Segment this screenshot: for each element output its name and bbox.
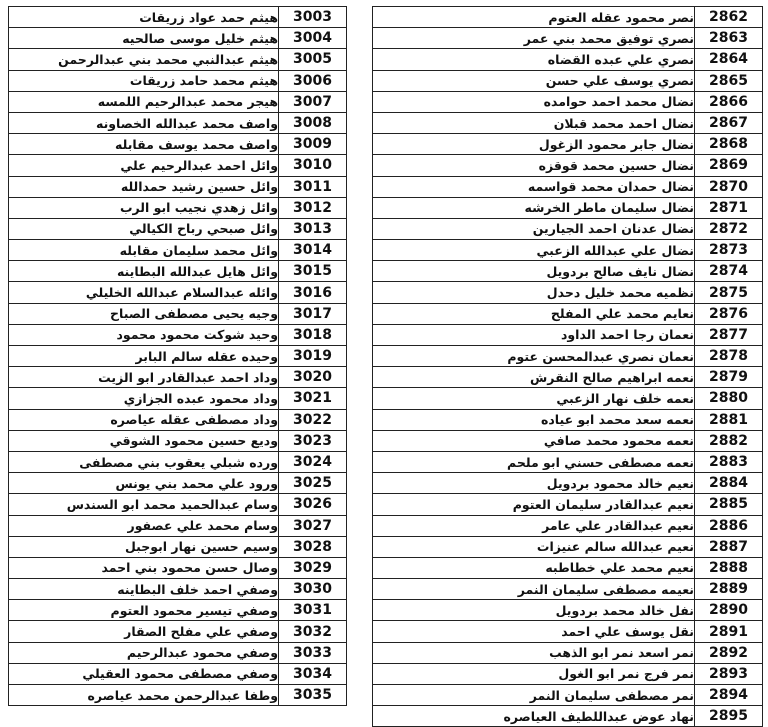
serial-number-cell: 3011 <box>279 176 347 197</box>
table-row <box>9 494 347 515</box>
serial-number-cell: 2879 <box>695 367 763 388</box>
table-row <box>9 515 347 536</box>
person-name-cell: نصري يوسف علي حسن <box>373 70 695 91</box>
person-name-cell: نعمه ابراهيم صالح النقرش <box>373 367 695 388</box>
serial-number-cell: 3019 <box>279 346 347 367</box>
serial-number-cell: 3018 <box>279 324 347 345</box>
serial-number-cell: 2869 <box>695 155 763 176</box>
person-name-cell: نضال حمدان محمد قواسمه <box>373 176 695 197</box>
person-name-cell: نضال جابر محمود الزغول <box>373 134 695 155</box>
table-row <box>9 155 347 176</box>
table-row <box>373 430 763 451</box>
table-row <box>373 473 763 494</box>
person-name-cell: وطفا عبدالرحمن محمد عياصره <box>9 685 279 706</box>
table-row <box>9 621 347 642</box>
table-row <box>373 261 763 282</box>
table-row <box>373 388 763 409</box>
serial-number-cell: 3016 <box>279 282 347 303</box>
serial-number-cell: 3021 <box>279 388 347 409</box>
person-name-cell: وحيد شوكت محمود محمود <box>9 324 279 345</box>
table-row <box>9 409 347 430</box>
person-name-cell: نفل خالد محمد بردويل <box>373 600 695 621</box>
table-row <box>9 557 347 578</box>
table-row <box>9 600 347 621</box>
person-name-cell: نعمه محمود محمد صافي <box>373 430 695 451</box>
person-name-cell: هيثم عبدالنبي محمد بني عبدالرحمن <box>9 49 279 70</box>
serial-number-cell: 3028 <box>279 536 347 557</box>
serial-number-cell: 3010 <box>279 155 347 176</box>
serial-number-cell: 3027 <box>279 515 347 536</box>
serial-number-cell: 2874 <box>695 261 763 282</box>
serial-number-cell: 3024 <box>279 451 347 472</box>
person-name-cell: وديع حسين محمود الشوقي <box>9 430 279 451</box>
person-name-cell: نضال احمد محمد قبلان <box>373 112 695 133</box>
table-row <box>9 70 347 91</box>
person-name-cell: ورده شبلي يعقوب بني مصطفى <box>9 451 279 472</box>
serial-number-cell: 2870 <box>695 176 763 197</box>
table-row <box>9 112 347 133</box>
table-row <box>9 261 347 282</box>
table-row <box>373 663 763 684</box>
serial-number-cell: 2894 <box>695 685 763 706</box>
serial-number-cell: 2886 <box>695 515 763 536</box>
person-name-cell: وصفي تيسير محمود العتوم <box>9 600 279 621</box>
serial-number-cell: 2864 <box>695 49 763 70</box>
person-name-cell: نصر محمود عقله العتوم <box>373 7 695 28</box>
serial-number-cell: 2862 <box>695 7 763 28</box>
serial-number-cell: 3009 <box>279 134 347 155</box>
table-row <box>9 579 347 600</box>
serial-number-cell: 3007 <box>279 91 347 112</box>
serial-number-cell: 3006 <box>279 70 347 91</box>
person-name-cell: وصال حسن محمود بني احمد <box>9 557 279 578</box>
person-name-cell: هيثم خليل موسى صالحيه <box>9 28 279 49</box>
serial-number-cell: 3022 <box>279 409 347 430</box>
table-row <box>373 28 763 49</box>
table-row <box>373 685 763 706</box>
table-row <box>373 621 763 642</box>
table-row <box>373 176 763 197</box>
serial-number-cell: 3014 <box>279 240 347 261</box>
person-name-cell: وسيم حسين نهار ابوجبل <box>9 536 279 557</box>
person-name-cell: نعيمه مصطفى سليمان النمر <box>373 579 695 600</box>
person-name-cell: وائل هايل عبدالله البطاينه <box>9 261 279 282</box>
serial-number-cell: 3003 <box>279 7 347 28</box>
serial-number-cell: 2872 <box>695 218 763 239</box>
serial-number-cell: 3031 <box>279 600 347 621</box>
serial-number-cell: 2871 <box>695 197 763 218</box>
person-name-cell: نعيم محمد علي خطاطبه <box>373 557 695 578</box>
person-name-cell: وصفي محمود عبدالرحيم <box>9 642 279 663</box>
table-row <box>373 240 763 261</box>
left-name-table <box>8 6 347 706</box>
person-name-cell: نضال حسين محمد قوقزه <box>373 155 695 176</box>
serial-number-cell: 2883 <box>695 451 763 472</box>
person-name-cell: وائله عبدالسلام عبدالله الخليلي <box>9 282 279 303</box>
serial-number-cell: 3004 <box>279 28 347 49</box>
serial-number-cell: 3025 <box>279 473 347 494</box>
person-name-cell: نضال عدنان احمد الجيارين <box>373 218 695 239</box>
serial-number-cell: 2895 <box>695 706 763 727</box>
person-name-cell: وصفي مصطفى محمود العقيلي <box>9 663 279 684</box>
table-row <box>9 303 347 324</box>
person-name-cell: نضال نايف صالح بردويل <box>373 261 695 282</box>
serial-number-cell: 3035 <box>279 685 347 706</box>
person-name-cell: نعيم عبدالله سالم عنيزات <box>373 536 695 557</box>
table-row <box>9 473 347 494</box>
person-name-cell: نعمه خلف نهار الزعبي <box>373 388 695 409</box>
serial-number-cell: 2888 <box>695 557 763 578</box>
table-row <box>9 49 347 70</box>
table-row <box>373 70 763 91</box>
person-name-cell: نصري توفيق محمد بني عمر <box>373 28 695 49</box>
serial-number-cell: 2880 <box>695 388 763 409</box>
serial-number-cell: 3015 <box>279 261 347 282</box>
serial-number-cell: 3030 <box>279 579 347 600</box>
table-row <box>9 240 347 261</box>
table-row <box>9 28 347 49</box>
serial-number-cell: 3032 <box>279 621 347 642</box>
serial-number-cell: 3013 <box>279 218 347 239</box>
person-name-cell: نظميه محمد خليل دحدل <box>373 282 695 303</box>
person-name-cell: نعمه سعد محمد ابو عياده <box>373 409 695 430</box>
table-row <box>373 282 763 303</box>
table-row <box>9 282 347 303</box>
table-row <box>9 430 347 451</box>
table-row <box>373 91 763 112</box>
person-name-cell: نعايم محمد علي المفلح <box>373 303 695 324</box>
table-row <box>373 7 763 28</box>
person-name-cell: نعمه مصطفى حسني ابو ملحم <box>373 451 695 472</box>
table-row <box>9 324 347 345</box>
table-row <box>9 536 347 557</box>
table-row <box>9 685 347 706</box>
person-name-cell: وسام عبدالحميد محمد ابو السندس <box>9 494 279 515</box>
table-row <box>373 303 763 324</box>
table-row <box>9 367 347 388</box>
serial-number-cell: 2865 <box>695 70 763 91</box>
person-name-cell: وسام محمد علي عصفور <box>9 515 279 536</box>
serial-number-cell: 2891 <box>695 621 763 642</box>
person-name-cell: وصفي علي مفلح الصقار <box>9 621 279 642</box>
person-name-cell: واصف محمد يوسف مقابله <box>9 134 279 155</box>
serial-number-cell: 2890 <box>695 600 763 621</box>
person-name-cell: نضال سليمان ماطر الخرشه <box>373 197 695 218</box>
person-name-cell: نعمان رجا احمد الداود <box>373 324 695 345</box>
person-name-cell: نضال علي عبدالله الزعبي <box>373 240 695 261</box>
serial-number-cell: 3008 <box>279 112 347 133</box>
serial-number-cell: 2884 <box>695 473 763 494</box>
table-row <box>373 409 763 430</box>
table-row <box>373 218 763 239</box>
table-row <box>9 7 347 28</box>
table-row <box>373 642 763 663</box>
table-row <box>373 49 763 70</box>
serial-number-cell: 2863 <box>695 28 763 49</box>
serial-number-cell: 2866 <box>695 91 763 112</box>
serial-number-cell: 2892 <box>695 642 763 663</box>
table-row <box>373 346 763 367</box>
table-row <box>373 112 763 133</box>
table-row <box>9 451 347 472</box>
serial-number-cell: 2875 <box>695 282 763 303</box>
person-name-cell: نصري علي عبده القضاه <box>373 49 695 70</box>
serial-number-cell: 2885 <box>695 494 763 515</box>
right-name-table <box>372 6 763 727</box>
table-row <box>373 197 763 218</box>
person-name-cell: نعيم عبدالقادر علي عامر <box>373 515 695 536</box>
table-row <box>373 579 763 600</box>
table-row <box>373 155 763 176</box>
serial-number-cell: 3033 <box>279 642 347 663</box>
right-table-body <box>373 7 763 727</box>
table-row <box>9 176 347 197</box>
serial-number-cell: 2893 <box>695 663 763 684</box>
person-name-cell: نعمان نصري عبدالمحسن عتوم <box>373 346 695 367</box>
person-name-cell: وائل احمد عبدالرحيم علي <box>9 155 279 176</box>
serial-number-cell: 3034 <box>279 663 347 684</box>
person-name-cell: نضال محمد احمد حوامده <box>373 91 695 112</box>
serial-number-cell: 2876 <box>695 303 763 324</box>
serial-number-cell: 2882 <box>695 430 763 451</box>
person-name-cell: واصف محمد عبدالله الخصاونه <box>9 112 279 133</box>
person-name-cell: هيثم حمد عواد زريقات <box>9 7 279 28</box>
person-name-cell: وائل زهدي نجيب ابو الرب <box>9 197 279 218</box>
person-name-cell: وداد محمود عبده الجزازي <box>9 388 279 409</box>
left-table-body <box>9 7 347 706</box>
table-row <box>9 197 347 218</box>
serial-number-cell: 2867 <box>695 112 763 133</box>
person-name-cell: وداد احمد عبدالقادر ابو الزيت <box>9 367 279 388</box>
table-row <box>9 91 347 112</box>
person-name-cell: وائل حسين رشيد حمدالله <box>9 176 279 197</box>
person-name-cell: نمر مصطفى سليمان النمر <box>373 685 695 706</box>
table-row <box>373 536 763 557</box>
serial-number-cell: 2868 <box>695 134 763 155</box>
table-row <box>9 388 347 409</box>
person-name-cell: هيثم محمد حامد زريقات <box>9 70 279 91</box>
serial-number-cell: 2887 <box>695 536 763 557</box>
serial-number-cell: 2878 <box>695 346 763 367</box>
person-name-cell: وجيه يحيى مصطفى الصباح <box>9 303 279 324</box>
person-name-cell: هيجر محمد عبدالرحيم اللمسه <box>9 91 279 112</box>
table-row <box>9 346 347 367</box>
person-name-cell: نعيم عبدالقادر سليمان العتوم <box>373 494 695 515</box>
person-name-cell: وصفي احمد خلف البطاينه <box>9 579 279 600</box>
table-row <box>373 600 763 621</box>
serial-number-cell: 2881 <box>695 409 763 430</box>
serial-number-cell: 3029 <box>279 557 347 578</box>
person-name-cell: نعيم خالد محمود بردويل <box>373 473 695 494</box>
table-row <box>373 134 763 155</box>
serial-number-cell: 3017 <box>279 303 347 324</box>
serial-number-cell: 3012 <box>279 197 347 218</box>
table-row <box>373 515 763 536</box>
serial-number-cell: 2873 <box>695 240 763 261</box>
table-row <box>9 134 347 155</box>
table-row <box>373 494 763 515</box>
person-name-cell: نمر اسعد نمر ابو الذهب <box>373 642 695 663</box>
table-row <box>373 324 763 345</box>
table-row <box>373 367 763 388</box>
person-name-cell: وائل صبحي رباح الكيالي <box>9 218 279 239</box>
person-name-cell: وحيده عقله سالم البابر <box>9 346 279 367</box>
person-name-cell: نمر فرج نمر ابو الغول <box>373 663 695 684</box>
person-name-cell: ورود علي محمد بني يونس <box>9 473 279 494</box>
table-row <box>373 557 763 578</box>
table-row <box>9 218 347 239</box>
table-row <box>9 663 347 684</box>
serial-number-cell: 3020 <box>279 367 347 388</box>
serial-number-cell: 3005 <box>279 49 347 70</box>
serial-number-cell: 2889 <box>695 579 763 600</box>
table-row <box>373 706 763 727</box>
person-name-cell: وداد مصطفى عقله عياصره <box>9 409 279 430</box>
serial-number-cell: 3026 <box>279 494 347 515</box>
table-row <box>9 642 347 663</box>
person-name-cell: نهاد عوض عبداللطيف العياصره <box>373 706 695 727</box>
serial-number-cell: 3023 <box>279 430 347 451</box>
serial-number-cell: 2877 <box>695 324 763 345</box>
person-name-cell: نقل يوسف علي احمد <box>373 621 695 642</box>
person-name-cell: وائل محمد سليمان مقابله <box>9 240 279 261</box>
table-row <box>373 451 763 472</box>
